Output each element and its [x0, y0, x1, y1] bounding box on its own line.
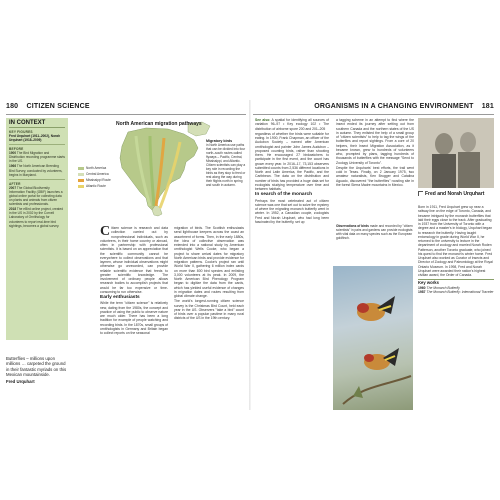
quote-author: Fred Urquhart [6, 379, 35, 385]
urquhart-portrait [418, 118, 494, 188]
body-text: a tagging scheme in an attempt to find where the insect ended its journey after setting out from southern Canada and the northern states of the US in autumn. They enlisted the help of a small group of "citizen scientists" to help to tag the wings of the butterflies and report sightings. From a core of 20 helpers, their Insect Migration Association, as it became known, grew to hundreds of volunteers who, prompted by plans, tagging hundreds of thousands of butterflies with the message "Send to Zoology University of Toronto". [336, 118, 414, 165]
caption-arrow-icon [418, 191, 423, 196]
legend-swatch [78, 167, 84, 170]
right-page-number: 181 [481, 103, 494, 110]
subheading: In search of the monarch [255, 192, 313, 198]
map-legend [78, 166, 112, 190]
pull-quote [6, 356, 68, 384]
right-section-title: ORGANISMS IN A CHANGING ENVIRONMENT [314, 103, 474, 110]
portrait-illustration [418, 118, 494, 188]
after-item: 2007 The Global Biodiversity Information Facility (GBIF) launches a global online portal for collecting data on plants and animals from citizen scientists and professionals. [9, 185, 63, 207]
caption-head: Observations of birds [336, 224, 369, 228]
before-item: 1900 The Bird Migration and Distribution recording programme starts in the US. [9, 151, 65, 164]
body-text: Despite the Urquharts' best efforts, the trail went cold in Texas. Finally, on 2 January 1975, two amateur naturalists, Ken Brugger and Catalina Aguado, discovered "the butterflies" roosting site in the forest Sierra Madre mountains in Mexico. [336, 165, 414, 187]
key-figures-text: Fred Urquhart (1911–2002), Norah Urquhart (1918–2009) [9, 134, 61, 143]
body-text: migration of birds. The Scottish enthusiasts send lighthouse keepers across the coast an assortment of forms. Then, in the early 1880s, the idea of collective observation was extended into a national study by American ornithologist Wells Cooke, who began a project to share arrival dates for migratory North American birds and provide evidence for migration patterns. Cooke's project ran until World War II, gathering 6 million index cards on more than 800 bird species and enlisting 3,000 volunteers at its peak. In 2009, the North American Bird Phenology Program began to digitize the data from the cards, which has yielded useful evidence of changes in migration dates and routes resulting from global climate change. [174, 226, 244, 298]
after-label: AFTER [9, 181, 21, 186]
left-running-header [6, 103, 246, 115]
divider [9, 144, 65, 145]
drop-cap: C [100, 226, 111, 239]
key-works-label: Key works [418, 279, 494, 285]
legend-entry: Mississippi Route [78, 178, 112, 182]
body-text: While the term "citizen science" is relatively new, dating from the 1980s, the concept and practice of using the public to observe nature are much older. There has been a long tradition for example of people watching and recording birds. In the 1870s, small groups of ornithologists in Germany and Britain began to collect reports on the seasonal [100, 301, 168, 335]
body-text: regardless of whether the birds were suitable for eating. In 1900, Frank Chapman, an officer of the Audubon Society – named after American ornithologist and painter John James Audubon – proposed counting birds, rather than shooting them. He encouraged 27 birdwatchers to participate in the first event, and the count has grown every year. In 2016–17, 73,153 observers submitted counts from 2,536 different locations in North and Latin America, the Pacific, and the Caribbean. The data on the distribution and number of birds has provided a huge data set for ecologists studying temperature over time and between habitats. [255, 131, 329, 191]
body-column-3 [255, 118, 329, 410]
key-work: 1960 The Monarch Butterfly [418, 285, 460, 290]
in-context-box [6, 118, 68, 340]
left-section-title: CITIZEN SCIENCE [26, 103, 90, 110]
in-context-title: IN CONTEXT [9, 120, 65, 128]
body-column-4 [336, 118, 414, 222]
body-column-2 [174, 226, 244, 410]
legend-entry: Central America [78, 172, 112, 176]
legend-entry: Atlantic Route [78, 184, 112, 188]
bird-photo-caption [336, 224, 414, 240]
caption-body: made and recorded by "citizen scientists" in pairs and gardens can provide ecologists with vital data on many species such as the European goldfinch. [336, 224, 413, 240]
north-america-shape [120, 128, 198, 210]
map-caption [206, 139, 246, 187]
legend-swatch [78, 179, 84, 182]
goldfinch-illustration [333, 266, 413, 410]
after-item: 2018 The eBird online project, created in the US in 2002 by the Cornell Laboratory of Ornithology for volunteers to report real-time bird sightings, becomes a global survey. [9, 207, 63, 228]
legend-swatch [78, 173, 84, 176]
body-text: Perhaps the most celebrated act of citizen science was one that set out to solve the mystery of where the migrating monarch butterfly went in winter. In 1952, a Canadian couple, zoologists Fred and Norah Urquhart, who had long been fascinated by the butterfly, set up [255, 198, 329, 224]
quote-text: Butterflies – millions upon millions … carpeted the ground in their fantastic myriads on this Mexican mountainside. [6, 356, 67, 377]
map-title: North American migration pathways [116, 121, 202, 127]
legend-entry: North America [78, 166, 112, 170]
right-running-header [253, 103, 494, 115]
before-item: 1966 The North American Breeding Bird Survey, conducted by volunteers, begins in Maryland. [9, 164, 63, 177]
portrait-caption [418, 190, 494, 197]
subheading: Early enthusiasts [100, 295, 140, 300]
biography-box [418, 205, 494, 395]
body-text: The world's longest-running citizen science survey is the Christmas Bird Count, held each year in the US. Observers "take a bird" count of birds over a popular pastime in many rural districts of the US in the 19th century. [174, 299, 244, 321]
body-text: itizen science is research and data collection carried out by nonprofessional individuals, such as volunteers, in their home country or abroad, often in partnership with professional scientists. It is based on an appreciation that the scientific community cannot be everywhere to collect observations and that laymen, whose individual observations might otherwise go unrecorded, can provide reliable scientific evidence that feeds to greater scientific knowledge. The involvement of ordinary people allows research bodies to accomplish projects that would be far too expensive or time-consuming to run otherwise. [100, 226, 168, 294]
before-label: BEFORE [9, 147, 24, 152]
migration-map [76, 118, 246, 218]
key-work: 1987 The Monarch Butterfly: International Traveler [418, 289, 494, 294]
see-also: See also: A spatial for identifying all sources of variation 96–97 • Key ecology 102 • The distribution of airborne spore 200 and 201–205 [255, 118, 329, 131]
portrait-caption-name: Fred and Norah Urquhart [418, 190, 494, 197]
key-figures-label: KEY FIGURES [9, 130, 33, 134]
body-column-1 [100, 226, 168, 410]
left-page-number: 180 [6, 103, 19, 110]
map-caption-body: in North America use paths that can be divided into four north–south routes called flyways – Pacific, Central, Mississippi, and Atlantic. Citizen scientists can play a key role in recording the birds as they stop to feed or rest along the way during their flights north in spring and south in autumn. [206, 143, 246, 187]
biography-text: Born in 1911, Fred Urquhart grew up near a railway line on the edge of Toronto, Canada, and became intrigued by the monarch butterflies that laid their eggs close to the track. After graduating in 1937 from the University of Toronto with a degree and a master's in biology, Urquhart began to research the butterfly. Having taught entomology in grade during World War II, he returned to the university to lecture in the department of zoology and married Norah Roden Patterson, another Toronto graduate, who joined his quest to find the monarch's winter home. Fred Urquhart also worked as Curator of Insects and Director of Zoology and Paleontology at the Royal Ontario Museum. In 1998, Fred and Norah Urquhart were awarded their nation's highest civilian award, the Order of Canada. [418, 205, 493, 277]
map-caption-head: Migratory birds [206, 139, 233, 143]
divider [9, 179, 65, 180]
page-gutter [249, 100, 251, 410]
legend-swatch [78, 185, 84, 188]
goldfinch-photo [333, 266, 413, 410]
